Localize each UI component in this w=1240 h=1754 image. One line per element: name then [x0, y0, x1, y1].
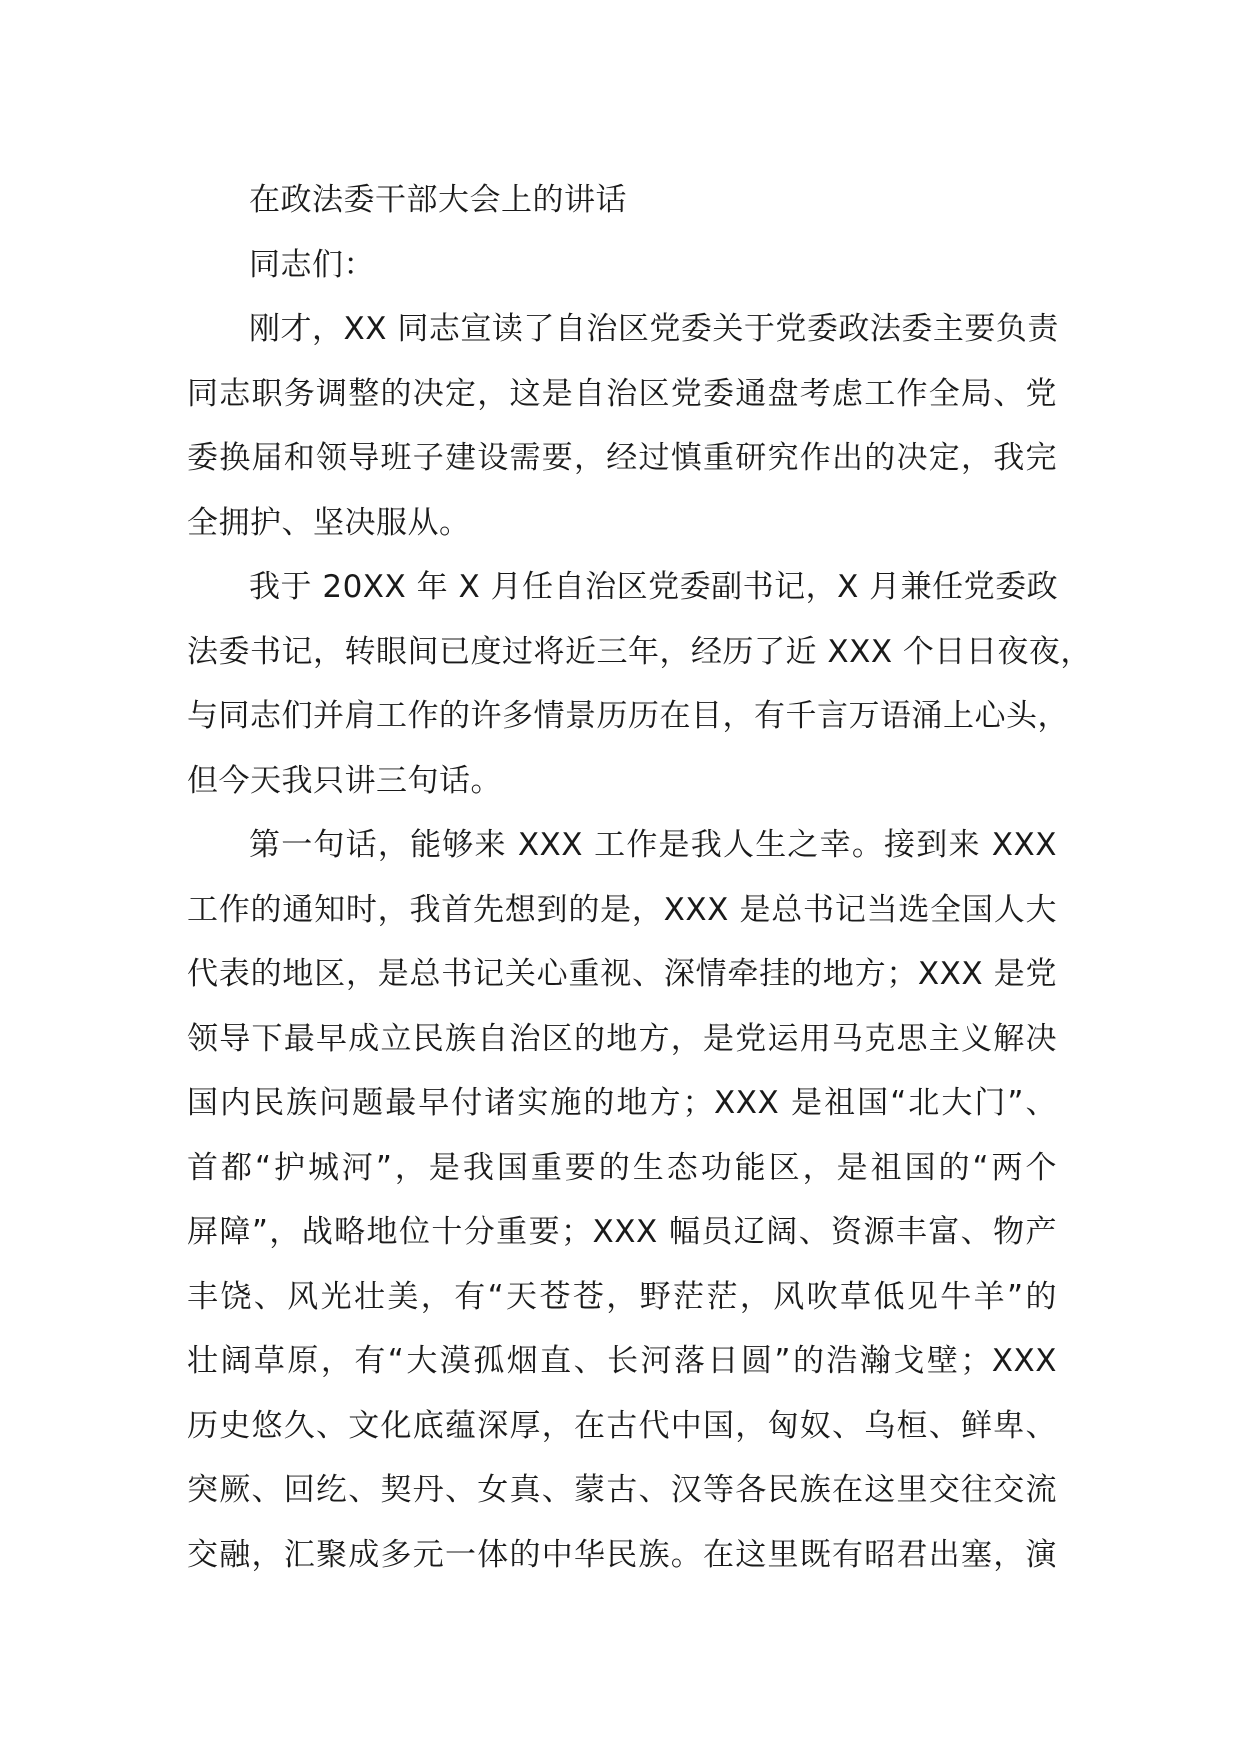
- paragraph-line: 全拥护、坚决服从。: [187, 504, 471, 541]
- paragraph-line: 委换届和领导班子建设需要，经过慎重研究作出的决定，我完: [187, 440, 1057, 476]
- paragraph-1: [187, 297, 1057, 555]
- paragraph-line: 国内民族问题最早付诸实施的地方；XXX 是祖国“北大门”、: [187, 1085, 1057, 1121]
- paragraph-line: 代表的地区，是总书记关心重视、深情牵挂的地方；XXX 是党: [187, 956, 1057, 992]
- paragraph-line: 首都“护城河”，是我国重要的生态功能区，是祖国的“两个: [187, 1149, 1057, 1186]
- paragraph-line: 交融，汇聚成多元一体的中华民族。在这里既有昭君出塞，演: [187, 1536, 1057, 1573]
- paragraph-line: 历史悠久、文化底蕴深厚，在古代中国，匈奴、乌桓、鲜卑、: [187, 1407, 1057, 1444]
- document-body: [187, 168, 1092, 1587]
- paragraph-line: 同志职务调整的决定，这是自治区党委通盘考虑工作全局、党: [187, 375, 1057, 412]
- paragraph-line: 第一句话，能够来 XXX 工作是我人生之幸。接到来 XXX: [249, 827, 1057, 863]
- paragraph-3: [187, 813, 1057, 1587]
- paragraph-line: 工作的通知时，我首先想到的是，XXX 是总书记当选全国人大: [187, 891, 1057, 928]
- paragraph-2: [187, 555, 1092, 813]
- salutation: 同志们：: [249, 246, 375, 283]
- paragraph-line: 但今天我只讲三句话。: [187, 762, 502, 799]
- paragraph-line: 领导下最早成立民族自治区的地方，是党运用马克思主义解决: [187, 1020, 1057, 1057]
- paragraph-line: 刚才，XX 同志宣读了自治区党委关于党委政法委主要负责: [249, 311, 1059, 347]
- paragraph-line: 法委书记，转眼间已度过将近三年，经历了近 XXX 个日日夜夜，: [187, 633, 1092, 670]
- document-title: 在政法委干部大会上的讲话: [249, 182, 627, 218]
- paragraph-line: 突厥、回纥、契丹、女真、蒙古、汉等各民族在这里交往交流: [187, 1472, 1057, 1508]
- paragraph-line: 壮阔草原，有“大漠孤烟直、长河落日圆”的浩瀚戈壁；XXX: [187, 1343, 1057, 1379]
- paragraph-line: 屏障”，战略地位十分重要；XXX 幅员辽阔、资源丰富、物产: [187, 1214, 1057, 1250]
- paragraph-line: 丰饶、风光壮美，有“天苍苍，野茫茫，风吹草低见牛羊”的: [187, 1278, 1057, 1315]
- paragraph-line: 与同志们并肩工作的许多情景历历在目，有千言万语涌上心头，: [187, 698, 1069, 734]
- paragraph-line: 我于 20XX 年 X 月任自治区党委副书记，X 月兼任党委政: [249, 569, 1059, 605]
